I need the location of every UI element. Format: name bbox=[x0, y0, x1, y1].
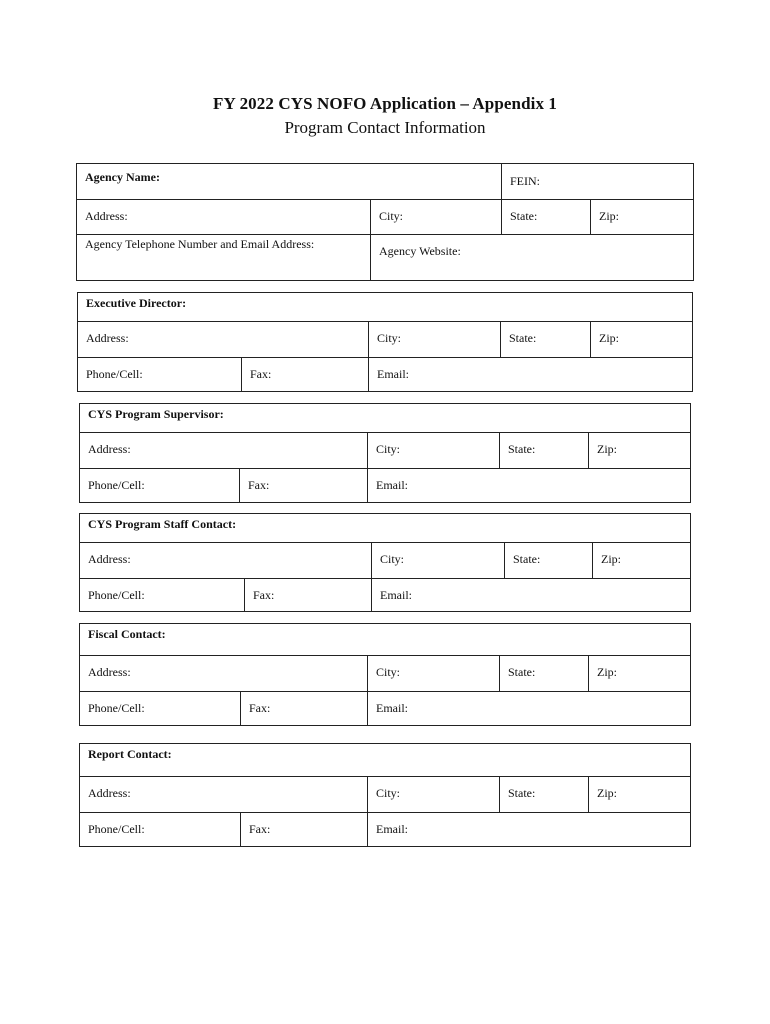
phone-field[interactable] bbox=[80, 469, 239, 502]
fax-label: Fax: bbox=[248, 478, 270, 492]
cys-program-supervisor-section bbox=[79, 403, 691, 503]
fax-field[interactable] bbox=[239, 469, 367, 502]
email-label: Email: bbox=[380, 588, 412, 602]
city-label: City: bbox=[376, 442, 401, 456]
email-field[interactable] bbox=[371, 579, 690, 611]
city-field[interactable] bbox=[367, 777, 499, 812]
agency-website-label: Agency Website: bbox=[379, 244, 461, 258]
city-field[interactable] bbox=[367, 656, 499, 691]
form-title: FY 2022 CYS NOFO Application – Appendix 1 bbox=[213, 94, 557, 113]
state-field[interactable] bbox=[499, 433, 588, 468]
phone-label: Phone/Cell: bbox=[88, 478, 145, 492]
state-label: State: bbox=[508, 442, 536, 456]
phone-label: Phone/Cell: bbox=[88, 822, 145, 836]
phone-field[interactable] bbox=[80, 813, 240, 846]
agency-city-label: City: bbox=[379, 209, 404, 223]
agency-address-field[interactable] bbox=[77, 200, 370, 234]
state-label: State: bbox=[508, 665, 536, 679]
city-label: City: bbox=[376, 665, 401, 679]
fax-field[interactable] bbox=[241, 358, 368, 391]
city-label: City: bbox=[377, 331, 402, 345]
email-field[interactable] bbox=[367, 813, 690, 846]
agency-name-field[interactable] bbox=[77, 164, 501, 199]
agency-zip-field[interactable] bbox=[590, 200, 693, 234]
agency-zip-label: Zip: bbox=[599, 209, 619, 223]
state-label: State: bbox=[508, 786, 536, 800]
zip-label: Zip: bbox=[599, 331, 619, 345]
city-label: City: bbox=[376, 786, 401, 800]
address-field[interactable] bbox=[78, 322, 368, 357]
address-field[interactable] bbox=[80, 777, 367, 812]
agency-name-label: Agency Name: bbox=[85, 170, 160, 184]
fax-label: Fax: bbox=[250, 367, 272, 381]
phone-label: Phone/Cell: bbox=[88, 701, 145, 715]
zip-field[interactable] bbox=[588, 777, 690, 812]
fiscal-contact-section bbox=[79, 623, 691, 726]
state-label: State: bbox=[509, 331, 537, 345]
address-label: Address: bbox=[88, 665, 131, 679]
address-label: Address: bbox=[86, 331, 129, 345]
email-field[interactable] bbox=[367, 469, 690, 502]
phone-field[interactable] bbox=[80, 579, 244, 611]
fax-label: Fax: bbox=[249, 822, 271, 836]
zip-label: Zip: bbox=[601, 552, 621, 566]
phone-field[interactable] bbox=[80, 692, 240, 725]
agency-address-label: Address: bbox=[85, 209, 128, 223]
fax-label: Fax: bbox=[253, 588, 275, 602]
address-field[interactable] bbox=[80, 433, 367, 468]
zip-field[interactable] bbox=[592, 543, 690, 578]
address-field[interactable] bbox=[80, 656, 367, 691]
city-label: City: bbox=[380, 552, 405, 566]
agency-state-label: State: bbox=[510, 209, 538, 223]
agency-phone-email-field[interactable] bbox=[77, 235, 370, 280]
agency-section bbox=[76, 163, 694, 281]
email-label: Email: bbox=[376, 478, 408, 492]
phone-label: Phone/Cell: bbox=[88, 588, 145, 602]
report-contact-section bbox=[79, 743, 691, 847]
email-label: Email: bbox=[377, 367, 409, 381]
section-heading: CYS Program Staff Contact: bbox=[88, 517, 237, 531]
section-heading: Executive Director: bbox=[86, 296, 187, 310]
email-label: Email: bbox=[376, 822, 408, 836]
email-field[interactable] bbox=[368, 358, 692, 391]
zip-field[interactable] bbox=[588, 656, 690, 691]
section-heading: Report Contact: bbox=[88, 747, 172, 761]
zip-field[interactable] bbox=[590, 322, 692, 357]
fax-field[interactable] bbox=[240, 692, 367, 725]
agency-city-field[interactable] bbox=[370, 200, 501, 234]
section-heading: CYS Program Supervisor: bbox=[88, 407, 224, 421]
phone-label: Phone/Cell: bbox=[86, 367, 143, 381]
phone-field[interactable] bbox=[78, 358, 241, 391]
city-field[interactable] bbox=[367, 433, 499, 468]
agency-website-field[interactable] bbox=[370, 235, 693, 280]
section-heading: Fiscal Contact: bbox=[88, 627, 166, 641]
agency-phone-email-label: Agency Telephone Number and Email Address: bbox=[85, 237, 315, 251]
email-field[interactable] bbox=[367, 692, 690, 725]
address-label: Address: bbox=[88, 442, 131, 456]
address-label: Address: bbox=[88, 786, 131, 800]
zip-field[interactable] bbox=[588, 433, 690, 468]
address-label: Address: bbox=[88, 552, 131, 566]
zip-label: Zip: bbox=[597, 786, 617, 800]
zip-label: Zip: bbox=[597, 442, 617, 456]
address-field[interactable] bbox=[80, 543, 371, 578]
state-field[interactable] bbox=[499, 656, 588, 691]
cys-program-staff-contact-section bbox=[79, 513, 691, 612]
form-subtitle: Program Contact Information bbox=[284, 118, 486, 137]
city-field[interactable] bbox=[371, 543, 504, 578]
state-label: State: bbox=[513, 552, 541, 566]
fax-field[interactable] bbox=[244, 579, 371, 611]
fax-field[interactable] bbox=[240, 813, 367, 846]
agency-state-field[interactable] bbox=[501, 200, 590, 234]
fein-label: FEIN: bbox=[510, 174, 540, 188]
state-field[interactable] bbox=[499, 777, 588, 812]
state-field[interactable] bbox=[504, 543, 592, 578]
fax-label: Fax: bbox=[249, 701, 271, 715]
executive-director-section bbox=[77, 292, 693, 392]
email-label: Email: bbox=[376, 701, 408, 715]
city-field[interactable] bbox=[368, 322, 500, 357]
state-field[interactable] bbox=[500, 322, 590, 357]
fein-field[interactable] bbox=[501, 164, 693, 199]
zip-label: Zip: bbox=[597, 665, 617, 679]
